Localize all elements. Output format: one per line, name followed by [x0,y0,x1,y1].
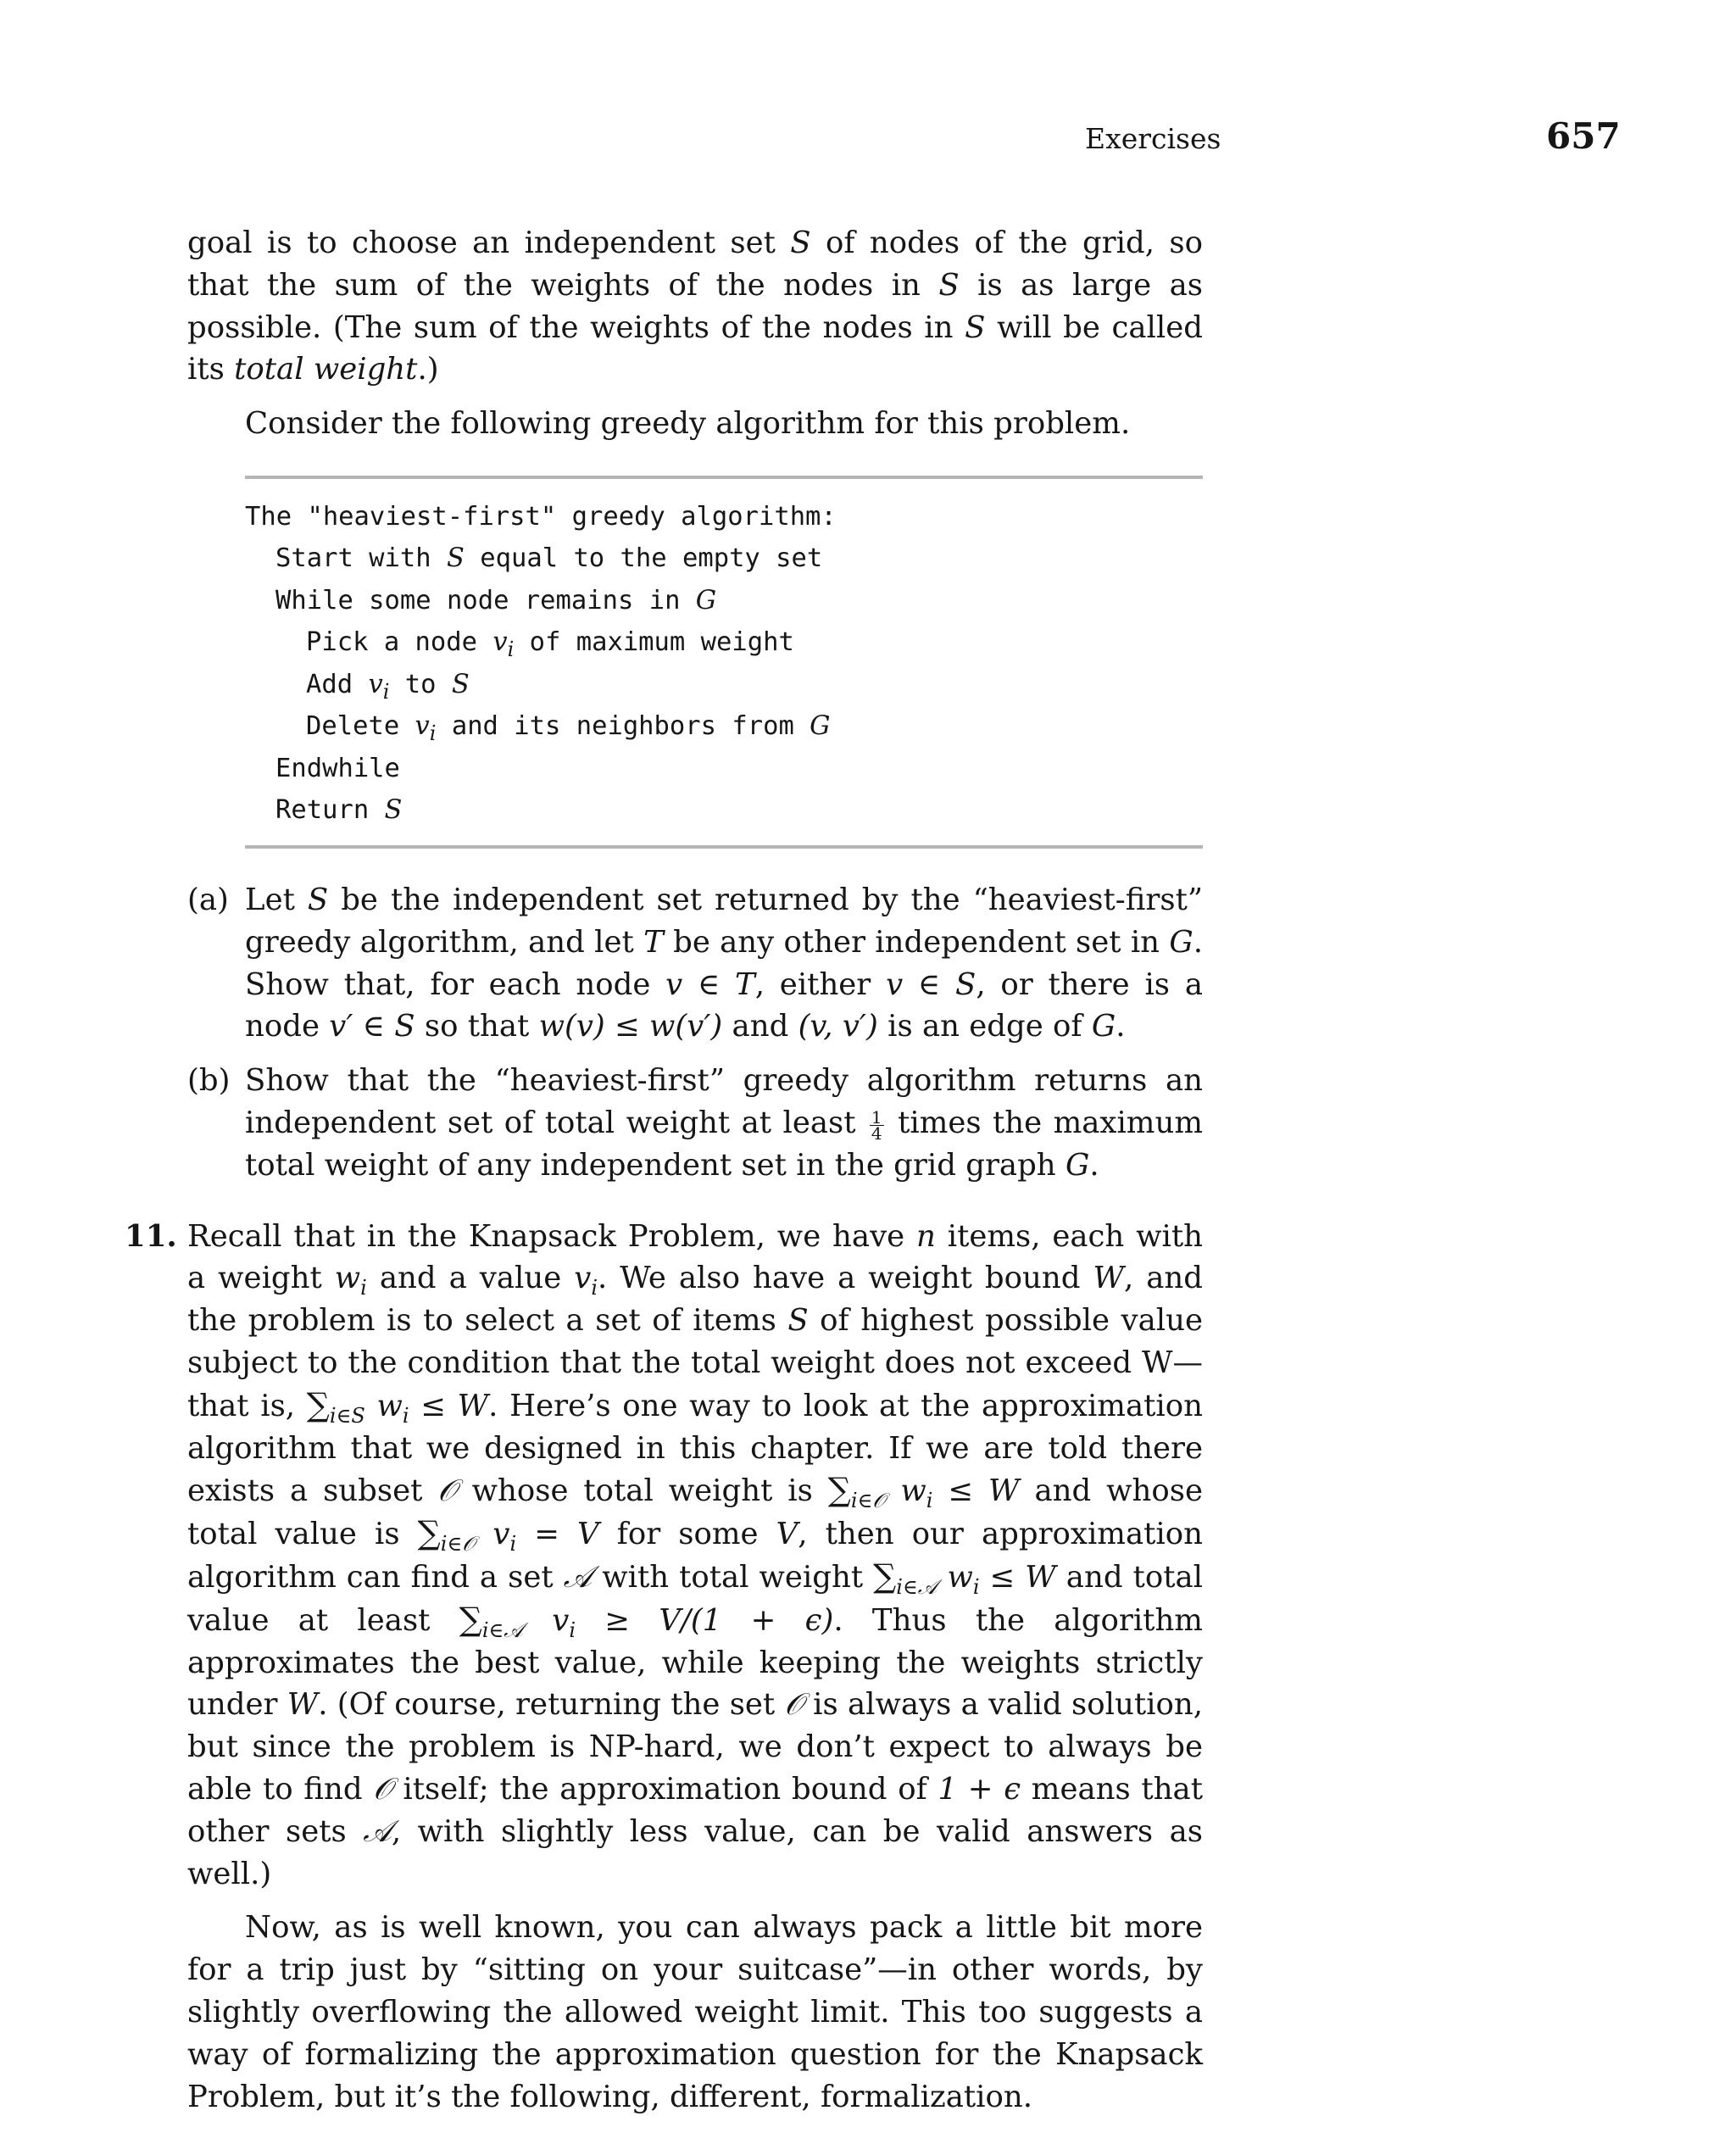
algorithm-line-while: While some node remains in G [275,585,717,615]
algorithm-line-pick: Pick a node $v_i$ of maximum weight [306,627,794,662]
part-b-text: Show that the “heaviest-first” greedy algorithm returns an independent set of total weight at least $\frac{1}{4}$ times the maximum total weight of any independent set in the grid graph G. [245,1063,1203,1183]
page-body [125,222,1204,2118]
consider-paragraph: Consider the following greedy algorithm for this problem. [245,406,1131,442]
term-total-weight: total weight [234,352,418,387]
algorithm-box [245,476,1203,849]
algorithm-line-start: Start with S equal to the empty set [275,543,823,574]
algorithm-line-return: Return S [275,795,403,826]
page-header [0,114,1736,164]
part-a-label: (a) [187,882,229,917]
exercise-11-paragraph-2: Now, as is well known, you can always pack a little bit more for a trip just by “sitting on your suitcase”—in other words, by slightly overflowing the allowed weight limit. This too suggests a way of formalizing the approximation question for the Knapsack Problem, but it’s the following, different, formalization. [187,1910,1203,2114]
part-b-label: (b) [187,1063,231,1099]
part-a-text: Let S be the independent set returned by the “heaviest-first” greedy algorithm, and let T be any other independent set in G. Show that, for each node v ∈ T, either v ∈ S, or there is a node v′ ∈ S so that w(v) ≤ w(v′) and (v, v′) is an edge of G. [245,882,1203,1044]
algorithm-line-delete: Delete $v_i$ and its neighbors from G [306,711,831,746]
algorithm-line-endwhile: Endwhile [275,753,400,783]
exercise-11 [125,1216,1204,2119]
running-head: Exercises [1085,122,1221,155]
fraction-one-quarter: $\frac{1}{4}$ [871,1106,882,1144]
algorithm-line-add: Add $v_i$ to S [306,669,470,704]
exercise-number: 11. [125,1218,177,1254]
page-number: 657 [1546,115,1621,157]
part-b [187,1060,1203,1186]
part-a [187,879,1203,1048]
intro-paragraph: goal is to choose an independent set S of nodes of the grid, so that the sum of the weights of the nodes in S is as large as possible. (The sum of the weights of the nodes in S will be called its total weight.) [187,226,1203,387]
algorithm-title: The "heaviest-first" greedy algorithm: [245,501,837,532]
exercise-11-paragraph-1: Recall that in the Knapsack Problem, we have n items, each with a weight $w_i$ and a value $v_i$. We also have a weight bound W, and the problem is to select a set of items S of highest possible value subject to the condition that the total weight does not exceed W—that is, $\sum_{i\in S}$ $w_i \le W$. Here’s one way to look at the approximation algorithm that we designed in this chapter. If we are told there exists a subset 𝒪 whose total weight is $\sum_{i\in 𝒪}$ $w_i \le W$ and whose total value is $\sum_{i\in 𝒪}$ $v_i = V$ for some V, then our approximation algorithm can find a set 𝒜 with total weight $\sum_{i\in 𝒜}$ $w_i \le W$ and total value at least $\sum_{i\in 𝒜}$ $v_i \ge V/(1 + \epsilon)$. Thus the algorithm approximates the best value, while keeping the weights strictly under W. (Of course, returning the set 𝒪 is always a valid solution, but since the problem is NP-hard, we don’t expect to always be able to find 𝒪 itself; the approximation bound of 1 + ϵ means that other sets 𝒜, with slightly less value, can be valid answers as well.) [187,1218,1204,1891]
